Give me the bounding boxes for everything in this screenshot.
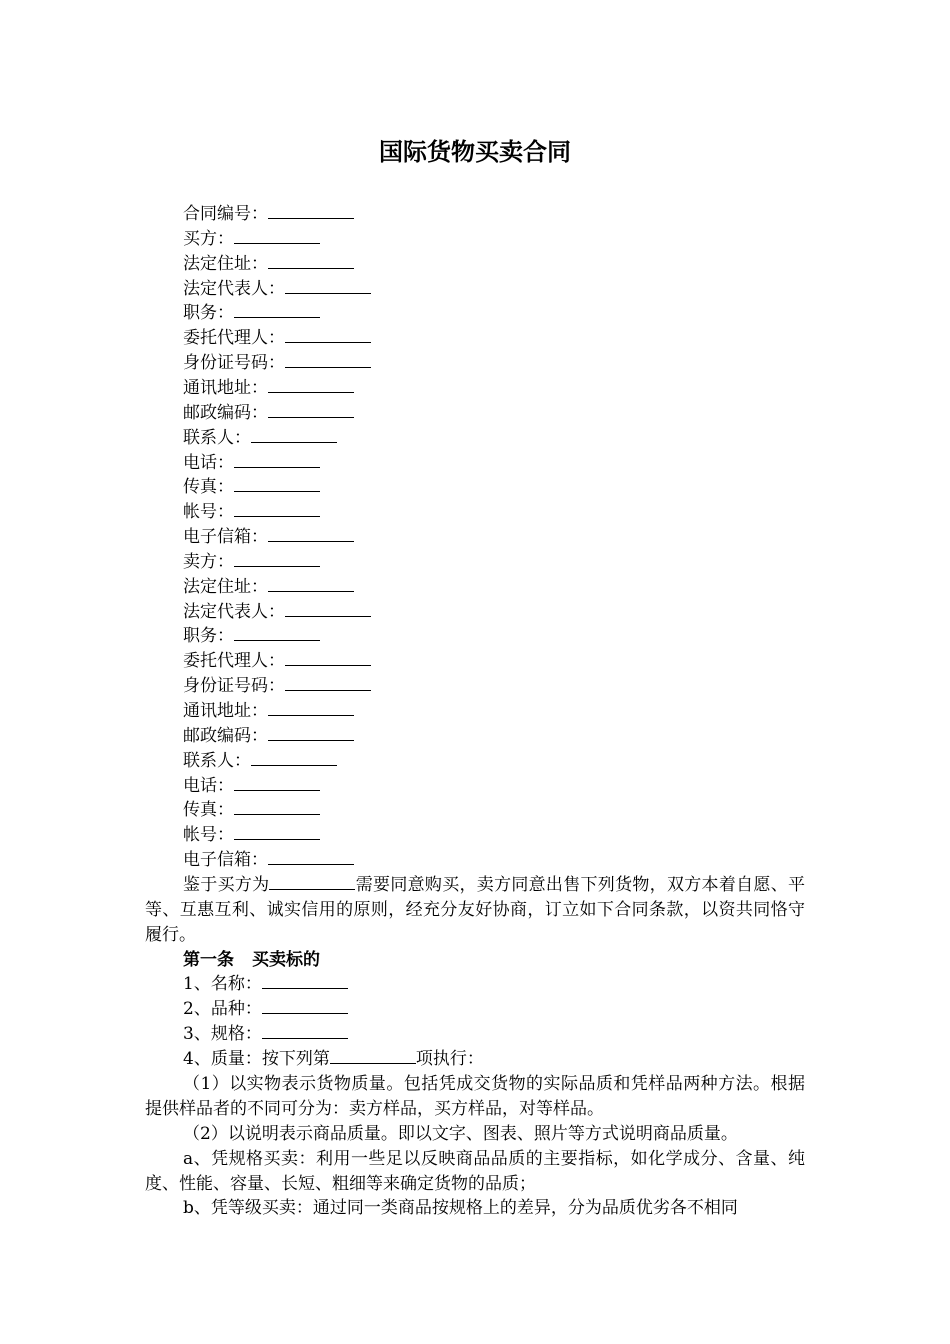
purpose-blank[interactable] [269, 873, 355, 890]
field-label: 邮政编码： [183, 725, 268, 746]
field-label: 身份证号码： [183, 676, 285, 697]
field-label: 联系人： [183, 427, 251, 448]
item-name [183, 972, 348, 997]
item-variety [183, 997, 348, 1022]
field-label: 卖方： [183, 551, 234, 572]
item-label: 2、品种： [183, 999, 262, 1019]
field-label: 帐号： [183, 825, 234, 846]
field-row [183, 749, 337, 774]
paragraph-by-grade: b、凭等级买卖：通过同一类商品按规格上的差异，分为品质优劣各不相同 [183, 1198, 738, 1218]
field-row [183, 823, 320, 848]
field-blank[interactable] [234, 301, 320, 318]
field-blank[interactable] [268, 575, 354, 592]
field-blank[interactable] [251, 749, 337, 766]
field-blank[interactable] [234, 500, 320, 517]
paragraph-quality-by-goods: （1）以实物表示货物质量。包括凭成交货物的实际品质和凭样品两种方法。根据提供样品者的不同可分为：卖方样品，买方样品，对等样品。 [145, 1074, 805, 1119]
field-blank[interactable] [234, 475, 320, 492]
field-label: 传真： [183, 477, 234, 498]
field-row [183, 227, 320, 252]
item-blank[interactable] [262, 972, 348, 989]
field-row [183, 624, 320, 649]
field-label: 职务： [183, 303, 234, 324]
field-label: 通讯地址： [183, 377, 268, 398]
field-label: 电话： [183, 775, 234, 796]
field-blank[interactable] [234, 823, 320, 840]
field-blank[interactable] [268, 376, 354, 393]
field-row [183, 376, 354, 401]
field-row [183, 202, 354, 227]
field-blank[interactable] [285, 649, 371, 666]
field-row [183, 575, 354, 600]
field-label: 法定住址： [183, 576, 268, 597]
field-row [183, 774, 320, 799]
field-label: 委托代理人： [183, 328, 285, 349]
field-label: 职务： [183, 626, 234, 647]
field-blank[interactable] [234, 451, 320, 468]
field-label: 通讯地址： [183, 701, 268, 721]
quality-text-after: 项执行： [415, 1049, 484, 1069]
item-label: 3、规格： [183, 1024, 262, 1044]
field-row [183, 848, 354, 873]
field-blank[interactable] [285, 674, 371, 691]
field-row [183, 500, 320, 525]
field-row [183, 277, 371, 302]
field-row [183, 649, 371, 674]
field-label: 帐号： [183, 502, 234, 523]
preamble-text-after: 需要同意购买，卖方同意出售下列货物，双方本着自愿、平等、互惠互利、诚实信用的原则，经充分友好协商，订立如下合同条款，以资共同恪守履行。 [145, 875, 806, 945]
quality-blank[interactable] [330, 1047, 416, 1064]
field-blank[interactable] [268, 252, 354, 269]
preamble-paragraph [145, 873, 805, 947]
field-row [183, 451, 320, 476]
field-blank[interactable] [234, 774, 320, 791]
quality-text-before: 4、质量：按下列第 [183, 1049, 330, 1069]
field-label: 电话： [183, 452, 234, 473]
field-blank[interactable] [268, 699, 354, 716]
field-row [183, 699, 354, 724]
field-row [183, 674, 371, 699]
field-row [183, 475, 320, 500]
item-blank[interactable] [262, 1022, 348, 1039]
field-row [183, 351, 371, 376]
field-label: 传真： [183, 800, 234, 821]
paragraph-by-specification: a、凭规格买卖：利用一些足以反映商品品质的主要指标，如化学成分、含量、纯度、性能、容量、长短、粗细等来确定货物的品质； [145, 1149, 805, 1194]
field-row [183, 525, 354, 550]
field-blank[interactable] [268, 724, 354, 741]
field-row [183, 301, 320, 326]
field-label: 合同编号： [183, 204, 268, 224]
item-label: 1、名称： [183, 974, 262, 994]
item-blank[interactable] [262, 997, 348, 1014]
article-1-heading [183, 948, 320, 973]
field-row [183, 600, 371, 625]
field-row [183, 724, 354, 749]
field-blank[interactable] [268, 202, 354, 219]
field-row [183, 401, 354, 426]
field-blank[interactable] [268, 401, 354, 418]
document-title: 国际货物买卖合同 [379, 137, 571, 166]
field-blank[interactable] [268, 525, 354, 542]
field-label: 身份证号码： [183, 353, 285, 374]
field-row [183, 550, 320, 575]
field-label: 法定代表人： [183, 278, 285, 299]
field-blank[interactable] [251, 426, 337, 443]
field-label: 法定代表人： [183, 601, 285, 622]
article-number: 第一条 [183, 950, 234, 970]
field-blank[interactable] [285, 351, 371, 368]
field-label: 联系人： [183, 750, 251, 771]
item-quality [183, 1047, 484, 1072]
paragraph-quality-by-description: （2）以说明表示商品质量。即以文字、图表、照片等方式说明商品质量。 [183, 1124, 738, 1144]
field-blank[interactable] [234, 227, 320, 244]
field-blank[interactable] [234, 798, 320, 815]
field-row [183, 252, 354, 277]
field-label: 买方： [183, 228, 234, 249]
item-spec [183, 1022, 348, 1047]
field-row [183, 326, 371, 351]
field-label: 电子信箱： [183, 850, 268, 871]
field-label: 邮政编码： [183, 402, 268, 423]
field-row [183, 798, 320, 823]
field-label: 委托代理人： [183, 651, 285, 672]
article-heading-text: 买卖标的 [252, 950, 320, 970]
field-blank[interactable] [285, 600, 371, 617]
field-blank[interactable] [285, 326, 371, 343]
field-blank[interactable] [285, 277, 371, 294]
preamble-text-before: 鉴于买方为 [183, 875, 270, 895]
field-row [183, 426, 337, 451]
field-label: 电子信箱： [183, 527, 268, 548]
field-blank[interactable] [234, 550, 320, 567]
field-blank[interactable] [268, 848, 354, 865]
field-label: 法定住址： [183, 253, 268, 274]
field-blank[interactable] [234, 624, 320, 641]
